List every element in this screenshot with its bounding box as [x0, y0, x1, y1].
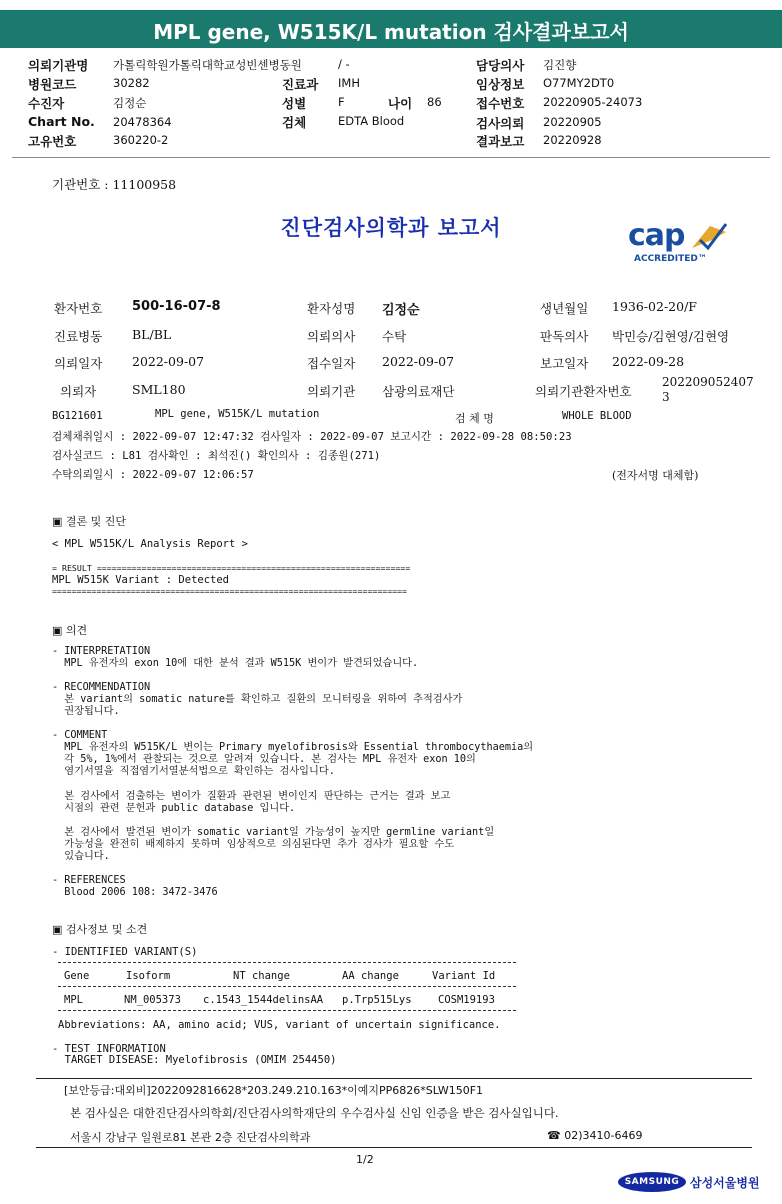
conclusion-heading: ▣ 결론 및 진단	[52, 515, 127, 528]
value-receipt: 20220905-24073	[543, 95, 643, 109]
footer-bottom-rule	[36, 1147, 752, 1148]
identified-variants: - IDENTIFIED VARIANT(S)	[52, 946, 198, 958]
table-bottom-rule	[58, 1010, 516, 1013]
label-clinical: 임상정보	[476, 77, 525, 92]
value-repdate: 2022-09-28	[612, 354, 685, 369]
opinion-line: - COMMENT	[52, 730, 108, 742]
opinion-line: 있습니다.	[52, 850, 110, 862]
value-reqpid-1: 202209052407	[662, 375, 754, 389]
value-reqorg: 삼광의료재단	[382, 384, 455, 399]
opinion-line: 가능성을 완전히 배제하지 못하며 임상적으로 의심된다면 추가 검사가 필요할 수도	[52, 838, 455, 850]
opinion-line	[52, 670, 533, 682]
samsung-logo-oval: SAMSUNG	[618, 1172, 686, 1192]
test-details-heading: ▣ 검사정보 및 소견	[52, 923, 148, 936]
value-doctor: 수탁	[382, 329, 407, 344]
opinion-line: Blood 2006 108: 3472-3476	[52, 886, 218, 898]
opinion-line: 본 검사에서 검출하는 변이가 질환과 관련된 변이인지 판단하는 근거는 결과 보고	[52, 790, 451, 802]
label-report: 결과보고	[476, 134, 525, 149]
bottom-rule: ========================================================================	[52, 586, 407, 596]
cell-isoform: NM_005373	[124, 994, 181, 1006]
page-number: 1/2	[356, 1153, 374, 1166]
certification-line: 본 검사실은 대한진단검사의학회/진단검사의학재단의 우수검사실 신임 인증을 받은 검사실입니다.	[70, 1106, 559, 1120]
value-reader: 박민승/김현영/김현영	[612, 329, 730, 344]
value-dob: 1936-02-20/F	[612, 299, 697, 314]
value-clinical: O77MY2DT0	[543, 76, 615, 90]
label-dob: 생년월일	[540, 301, 589, 316]
specimen-value: WHOLE BLOOD	[562, 410, 632, 422]
cap-accredited-logo	[626, 218, 736, 274]
value-specimen: EDTA Blood	[338, 114, 405, 128]
opinion-line	[52, 718, 533, 730]
cap-logo-subtext: ACCREDITED™	[634, 254, 707, 264]
value-institution: 가톨릭학원가톨릭대학교성빈센병동원	[113, 58, 302, 72]
opinion-line	[52, 779, 533, 791]
opinion-line: - REFERENCES	[52, 874, 126, 886]
opinion-line: MPL 유전자의 W515K/L 변이는 Primary myelofibrosis와 Essential thrombocythaemia의	[52, 742, 534, 754]
col-gene: Gene	[64, 970, 90, 982]
test-name: MPL gene, W515K/L mutation	[155, 408, 320, 420]
collection-line: 검체채취일시 : 2022-09-07 12:47:32 검사일자 : 2022-09-07 보고시간 : 2022-09-28 08:50:23	[52, 431, 572, 443]
label-hospital-code: 병원코드	[28, 77, 77, 92]
label-reader: 판독의사	[540, 329, 589, 344]
label-dept: 진료과	[282, 77, 319, 92]
phone-line: ☎ 02)3410-6469	[547, 1129, 643, 1142]
opinion-line: - INTERPRETATION	[52, 646, 151, 657]
opinion-line: 권장됩니다.	[52, 706, 120, 718]
label-examinee: 수진자	[28, 96, 65, 111]
value-dept: IMH	[338, 76, 360, 90]
label-doctor: 의뢰의사	[307, 329, 356, 344]
value-sex: F	[338, 95, 345, 109]
cell-gene: MPL	[64, 994, 83, 1006]
value-age: 86	[427, 95, 442, 109]
value-examinee: 김정순	[113, 96, 147, 110]
test-code: BG121601	[52, 410, 103, 422]
opinion-line: 본 검사에서 발견된 변이가 somatic variant일 가능성이 높지만 germline variant일	[52, 826, 495, 838]
label-chart: Chart No.	[28, 114, 95, 129]
label-physician: 담당의사	[476, 58, 525, 73]
org-number: 기관번호 : 11100958	[52, 177, 177, 192]
opinion-line	[52, 815, 533, 827]
header-band-title: MPL gene, W515K/L mutation 검사결과보고서	[153, 20, 629, 44]
address-line: 서울시 강남구 일원로81 본관 2층 진단검사의학과	[70, 1131, 311, 1144]
label-pid: 환자번호	[54, 301, 103, 316]
table-mid-rule	[58, 986, 516, 989]
samsung-logo-text: 삼성서울병원	[690, 1176, 760, 1190]
specimen-label: 검 체 명	[455, 412, 494, 425]
label-name: 환자성명	[307, 301, 356, 316]
label-repdate: 보고일자	[540, 356, 589, 371]
label-ward: 진료병동	[54, 329, 103, 344]
opinion-line: - RECOMMENDATION	[52, 682, 151, 694]
result-line: = RESULT ===============================================================	[52, 563, 411, 573]
label-requester: 의뢰자	[60, 384, 97, 399]
opinion-text	[52, 646, 533, 899]
label-recvdate: 접수일자	[307, 356, 356, 371]
value-physician: 김진향	[543, 58, 577, 72]
value-name: 김정순	[382, 303, 420, 318]
label-age: 나이	[388, 96, 413, 111]
col-variant-id: Variant Id	[432, 970, 496, 982]
opinion-line: 시점의 관련 문헌과 public database 입니다.	[52, 802, 296, 814]
abbreviations: Abbreviations: AA, amino acid; VUS, variant of uncertain significance.	[58, 1019, 501, 1031]
opinion-line	[52, 863, 533, 875]
footer-top-rule	[36, 1078, 752, 1079]
table-top-rule	[58, 962, 516, 965]
value-request: 20220905	[543, 115, 602, 129]
opinion-line: 염기서열을 직접염기서열분석법으로 확인하는 검사입니다.	[52, 766, 335, 778]
label-sex: 성별	[282, 96, 307, 111]
value-requester: SML180	[132, 382, 186, 397]
cell-nt-change: c.1543_1544delinsAA	[203, 994, 324, 1006]
esign-note: (전자서명 대체함)	[612, 469, 699, 482]
cap-logo-text: cap	[628, 218, 685, 253]
report-title: 진단검사의학과 보고서	[280, 215, 502, 240]
opinion-line: 본 variant의 somatic nature를 확인하고 질환의 모니터링을 위하여 추적검사가	[52, 694, 463, 706]
col-nt-change: NT change	[233, 970, 290, 982]
variant-line: MPL W515K Variant : Detected	[52, 574, 230, 586]
value-reqpid-2: 3	[662, 390, 670, 404]
label-institution: 의뢰기관명	[28, 58, 89, 73]
consign-line: 수탁의뢰일시 : 2022-09-07 12:06:57	[52, 469, 254, 481]
header-band	[0, 10, 782, 48]
opinion-line: MPL 유전자의 exon 10에 대한 분석 결과 W515K 변이가 발견되었습니다.	[52, 658, 419, 670]
label-specimen: 검체	[282, 115, 307, 130]
label-receipt: 접수번호	[476, 96, 525, 111]
value-ward: BL/BL	[132, 327, 172, 342]
label-reqpid: 의뢰기관환자번호	[535, 384, 632, 399]
col-aa-change: AA change	[342, 970, 399, 982]
cell-aa-change: p.Trp515Lys	[342, 994, 412, 1006]
opinion-heading: ▣ 의견	[52, 624, 88, 637]
label-request: 검사의뢰	[476, 116, 525, 131]
label-reqdate: 의뢰일자	[54, 356, 103, 371]
target-disease: TARGET DISEASE: Myelofibrosis (OMIM 254450)	[52, 1054, 337, 1066]
value-report: 20220928	[543, 133, 602, 147]
col-isoform: Isoform	[126, 970, 171, 982]
test-information-label: - TEST INFORMATION	[52, 1043, 166, 1055]
value-unique: 360220-2	[113, 133, 169, 147]
value-reqdate: 2022-09-07	[132, 354, 205, 369]
label-unique: 고유번호	[28, 134, 77, 149]
cell-variant-id: COSM19193	[438, 994, 495, 1006]
value-ward: / -	[338, 57, 350, 71]
header-divider	[12, 157, 770, 158]
lab-code-line: 검사실코드 : L81 검사확인 : 최석진() 확인의사 : 김종원(271)	[52, 450, 381, 462]
value-hospital-code: 30282	[113, 76, 150, 90]
value-pid: 500-16-07-8	[132, 299, 221, 314]
value-recvdate: 2022-09-07	[382, 354, 455, 369]
security-line: [보안등급:대외비]2022092816628*203.249.210.163*이예지PP6826*SLW150F1	[64, 1084, 484, 1097]
value-chart: 20478364	[113, 115, 172, 129]
label-reqorg: 의뢰기관	[307, 384, 356, 399]
opinion-line: 각 5%, 1%에서 관찰되는 것으로 알려져 있습니다. 본 검사는 MPL 유전자 exon 10의	[52, 754, 476, 766]
report-line: < MPL W515K/L Analysis Report >	[52, 538, 248, 550]
